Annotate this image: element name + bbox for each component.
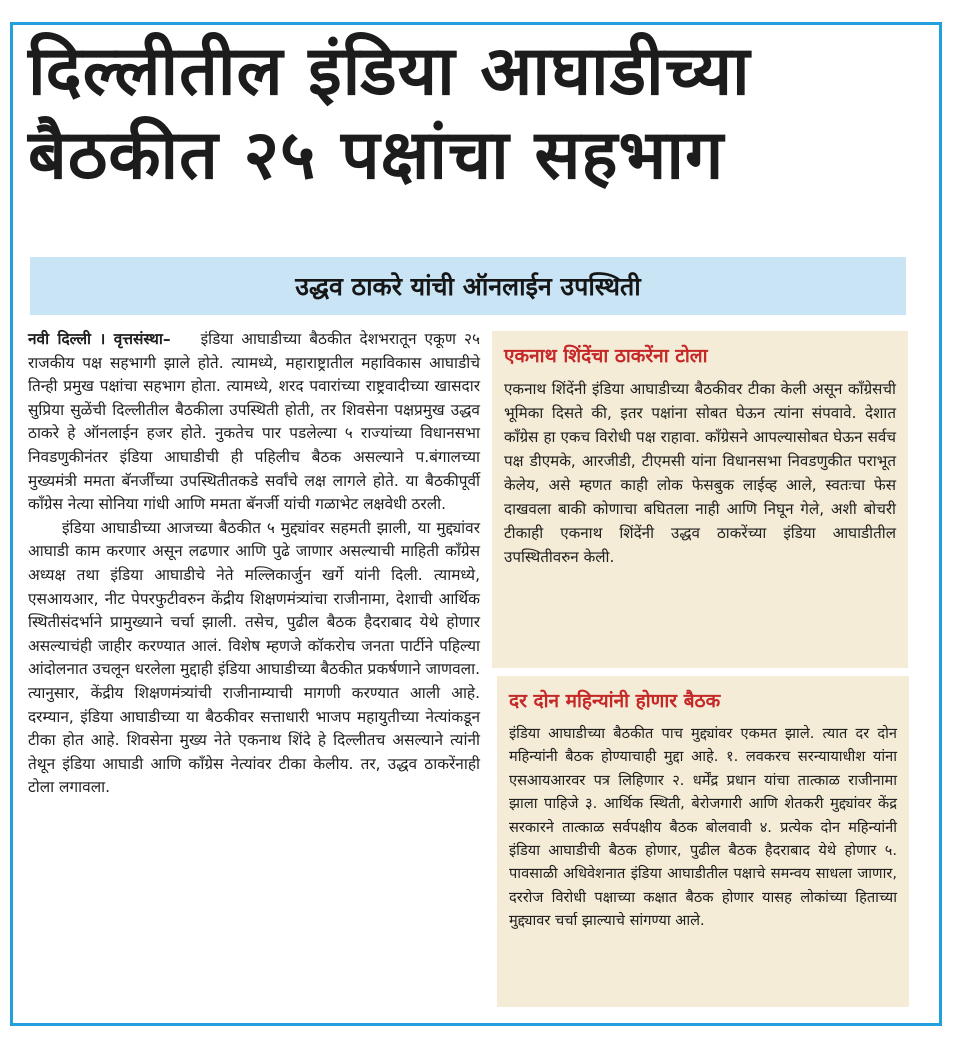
sidebar-box-shinde [492,331,908,668]
article-paragraph-1-text: इंडिया आघाडीच्या बैठकीत देशभरातून एकूण २५ राजकीय पक्ष सहभागी झाले होते. त्यामध्ये, महाराष्ट्रातील महाविकास आघाडीचे तिन्ही प्रमुख पक्षांचा सहभाग होता. त्यामध्ये, शरद पवारांच्या राष्ट्रवादीच्या खासदार सुप्रिया सुळेंची दिल्लीतील बैठकीला उपस्थिती होती, तर शिवसेना पक्षप्रमुख उद्धव ठाकरे हे ऑनलाईन हजर होते. नुकतेच पार पडलेल्या ५ राज्यांच्या विधानसभा निवडणुकीनंतर इंडिया आघाडीची ही पहिलीच बैठक असल्याने प.बंगालच्या मुख्यमंत्री ममता बॅनर्जींच्या उपस्थितीतकडे सर्वांचे लक्ष लागले होते. या बैठकीपूर्वी कॉंग्रेस नेत्या सोनिया गांधी आणि ममता बॅनर्जी यांची गळाभेट लक्षवेधी ठरली. [28,330,480,514]
subheadline-banner [30,257,906,315]
sidebar-box-meeting [497,676,909,1007]
main-article [28,328,480,800]
sidebar-box-body: इंडिया आघाडीच्या बैठकीत पाच मुद्द्यांवर एकमत झाले. त्यात दर दोन महिन्यांनी बैठक होण्याचाही मुद्दा आहे. १. लवकरच सरन्यायाधीश यांना एसआयआरवर पत्र लिहिणार २. धर्मेंद्र प्रधान यांचा तात्काळ राजीनामा झाला पाहिजे ३. आर्थिक स्थिती, बेरोजगारी आणि शेतकरी मुद्द्यांवर केंद्र सरकारने तात्काळ सर्वपक्षीय बैठक बोलवावी ४. प्रत्येक दोन महिन्यांनी इंडिया आघाडीची बैठक होणार, पुढील बैठक हैदराबाद येथे होणार ५. पावसाळी अधिवेशनात इंडिया आघाडीतील पक्षाचे समन्वय साधला जाणार, दररोज विरोधी पक्षाच्या कक्षात बैठक होणार यासह लोकांच्या हिताच्या मुद्द्यावर चर्चा झाल्याचे सांगण्या आले. [509,725,897,930]
sidebar-box-title: एकनाथ शिंदेंचा ठाकरेंना टोला [504,345,708,367]
dateline: नवी दिल्ली । वृत्तसंस्था– [28,330,171,348]
sidebar-box-title: दर दोन महिन्यांनी होणार बैठक [509,690,721,712]
article-paragraph-1 [28,328,480,517]
sidebar-box-body: एकनाथ शिंदेंनी इंडिया आघाडीच्या बैठकीवर टीका केली असून कॉंग्रेसची भूमिका दिसते की, इतर पक्षांना सोबत घेऊन त्यांना संपवावे. देशात कॉंग्रेस हा एकच विरोधी पक्ष राहावा. कॉंग्रेसने आपल्यासोबत घेऊन सर्वच पक्ष डीएमके, आरजीडी, टीएमसी यांना विधानसभा निवडणुकीत पराभूत केलेय, असे म्हणत काही लोक फेसबुक लाईव्ह आले, स्वतःचा फेस दाखवला बाकी कोणाचा बघितला नाही आणि निघून गेले, अशी बोचरी टीकाही एकनाथ शिंदेंनी उद्धव ठाकरेंच्या इंडिया आघाडीतील उपस्थितीवरुन केली. [504,380,896,566]
headline: दिल्लीतील इंडिया आघाडीच्या बैठकीत २५ पक्षांचा सहभाग [28,32,751,195]
subheadline: उद्धव ठाकरे यांची ऑनलाईन उपस्थिती [295,272,641,301]
article-paragraph-2: इंडिया आघाडीच्या आजच्या बैठकीत ५ मुद्द्यांवर सहमती झाली, या मुद्द्यांवर आघाडी काम करणार असून लढणार आणि पुढे जाणार असल्याची माहिती कॉंग्रेस अध्यक्ष तथा इंडिया आघाडीचे नेते मल्लिकार्जुन खर्गे यांनी दिली. त्यामध्ये, एसआयआर, नीट पेपरफुटीवरुन केंद्रीय शिक्षणमंत्र्यांचा राजीनामा, देशाची आर्थिक स्थितीसंदर्भाने प्रामुख्याने चर्चा झाली. तसेच, पुढील बैठक हैदराबाद येथे होणार असल्याचंही जाहीर करण्यात आलं. विशेष म्हणजे कॉकरोच जनता पार्टीने पहिल्या आंदोलनात उचलून धरलेला मुद्दाही इंडिया आघाडीच्या बैठकीत प्रकर्षणाने जाणवला. त्यानुसार, केंद्रीय शिक्षणमंत्र्यांची राजीनाम्याची मागणी करण्यात आली आहे. दरम्यान, इंडिया आघाडीच्या या बैठकीवर सत्ताधारी भाजप महायुतीच्या नेत्यांकडून टीका होत आहे. शिवसेना मुख्य नेते एकनाथ शिंदे हे दिल्लीतच असल्याने त्यांनी तेथून इंडिया आघाडी आणि कॉंग्रेस नेत्यांवर टीका केलीय. तर, उद्धव ठाकरेंनाही टोला लगावला. [28,518,480,797]
